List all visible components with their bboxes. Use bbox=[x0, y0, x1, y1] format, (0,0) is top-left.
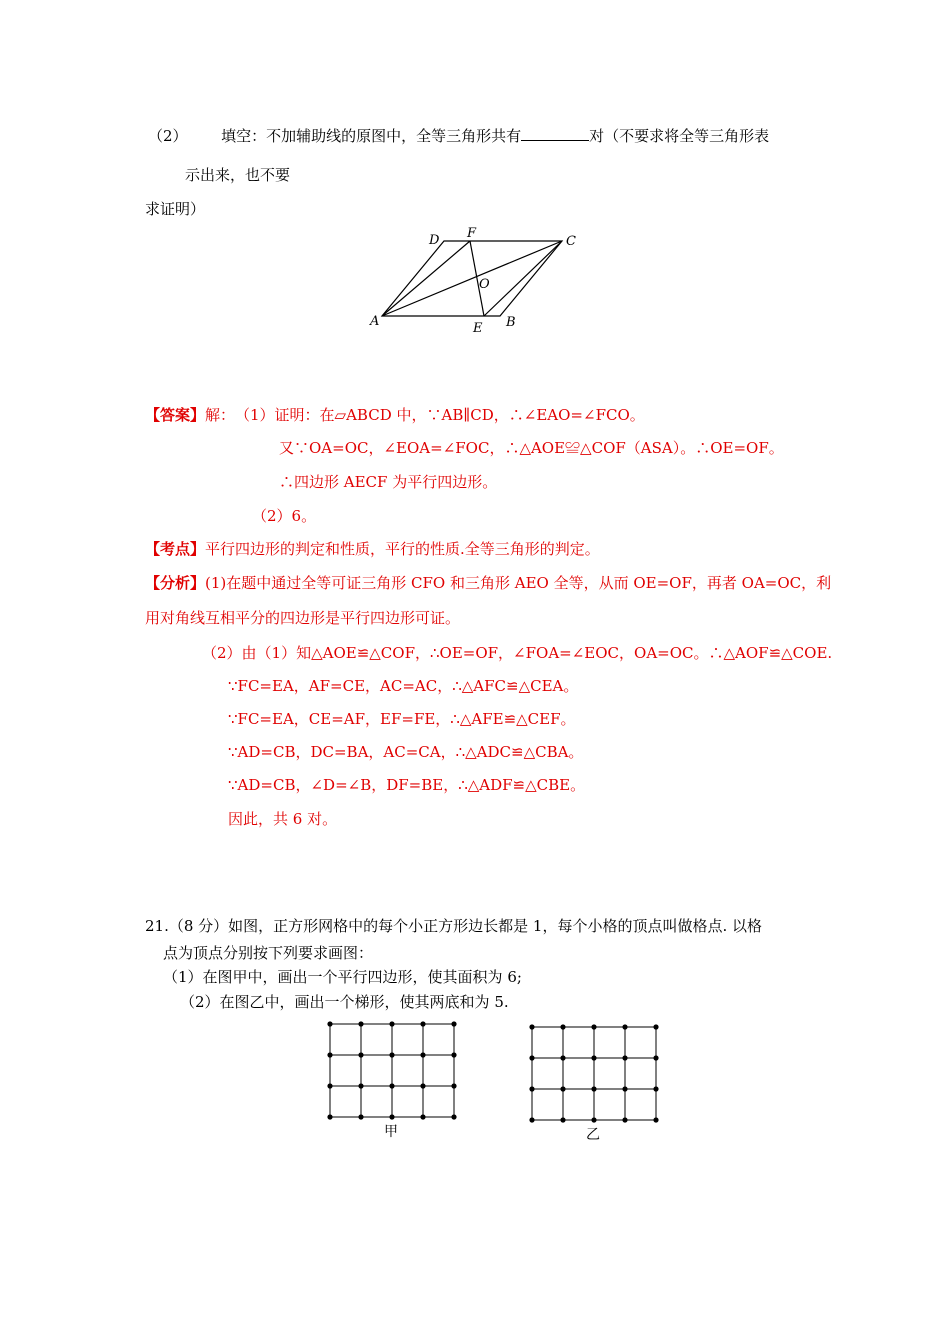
grid-point bbox=[653, 1086, 658, 1091]
grid-point bbox=[529, 1086, 534, 1091]
grid-point bbox=[358, 1114, 363, 1119]
grid-point bbox=[389, 1021, 394, 1026]
grid-point bbox=[622, 1055, 627, 1060]
label-d: D bbox=[429, 233, 440, 248]
label-f: F bbox=[467, 226, 477, 241]
fenxi-line1 bbox=[145, 573, 831, 593]
grid-point bbox=[560, 1117, 565, 1122]
q21-line2: 点为顶点分别按下列要求画图： bbox=[163, 944, 374, 962]
grid-point bbox=[451, 1052, 456, 1057]
answer-line4: （2）6。 bbox=[252, 507, 317, 525]
grid-point bbox=[389, 1083, 394, 1088]
label-e: E bbox=[473, 321, 483, 336]
grid-point bbox=[653, 1117, 658, 1122]
segment-ce bbox=[484, 241, 562, 316]
label-o: O bbox=[479, 277, 490, 292]
grid-yi-label: 乙 bbox=[586, 1127, 600, 1143]
q21-sub1: （1）在图甲中，画出一个平行四边形，使其面积为 6; bbox=[163, 968, 522, 986]
q2-text-before: 填空：不加辅助线的原图中，全等三角形共有 bbox=[221, 127, 522, 145]
parallelogram-abcd bbox=[382, 241, 562, 316]
q2-line3: 求证明） bbox=[145, 200, 206, 218]
grid-jia bbox=[322, 1016, 462, 1126]
answer-line1 bbox=[145, 405, 645, 425]
grid-point bbox=[420, 1114, 425, 1119]
grid-point bbox=[591, 1086, 596, 1091]
grid-point bbox=[560, 1086, 565, 1091]
fenxi-line5: ∵FC=EA，CE=AF，EF=FE，∴△AFE≌△CEF。 bbox=[228, 710, 576, 728]
grid-point bbox=[327, 1052, 332, 1057]
segment-af bbox=[382, 241, 470, 316]
grid-point bbox=[389, 1052, 394, 1057]
grid-point bbox=[420, 1021, 425, 1026]
grid-point bbox=[653, 1024, 658, 1029]
grid-point bbox=[358, 1052, 363, 1057]
grid-point bbox=[358, 1083, 363, 1088]
label-c: C bbox=[566, 234, 576, 249]
kaodian-text: 平行四边形的判定和性质，平行的性质.全等三角形的判定。 bbox=[205, 540, 600, 558]
fenxi-line2: 用对角线互相平分的四边形是平行四边形可证。 bbox=[145, 609, 461, 627]
q2-line1 bbox=[148, 126, 769, 146]
grid-point bbox=[451, 1083, 456, 1088]
grid-point bbox=[591, 1055, 596, 1060]
fenxi-line4: ∵FC=EA，AF=CE，AC=AC，∴△AFC≌△CEA。 bbox=[228, 677, 579, 695]
grid-point bbox=[420, 1052, 425, 1057]
q21-sub2: （2）在图乙中，画出一个梯形，使其两底和为 5. bbox=[180, 993, 509, 1011]
fenxi-line6: ∵AD=CB，DC=BA，AC=CA，∴△ADC≌△CBA。 bbox=[228, 743, 584, 761]
grid-point bbox=[560, 1055, 565, 1060]
grid-point bbox=[591, 1024, 596, 1029]
grid-yi bbox=[524, 1019, 664, 1129]
grid-point bbox=[451, 1114, 456, 1119]
grid-point bbox=[622, 1086, 627, 1091]
q2-number: （2） bbox=[148, 127, 188, 145]
grid-point bbox=[529, 1055, 534, 1060]
grid-point bbox=[560, 1024, 565, 1029]
grid-point bbox=[529, 1117, 534, 1122]
label-b: B bbox=[506, 315, 516, 330]
answer-line3: ∴四边形 AECF 为平行四边形。 bbox=[279, 473, 498, 491]
grid-point bbox=[358, 1021, 363, 1026]
grid-point bbox=[591, 1117, 596, 1122]
answer-text-1: 解： （1）证明：在▱ABCD 中，∵AB∥CD，∴∠EAO=∠FCO。 bbox=[205, 406, 645, 424]
q2-line2: 示出来，也不要 bbox=[185, 166, 291, 184]
grid-point bbox=[451, 1021, 456, 1026]
grid-point bbox=[622, 1024, 627, 1029]
grid-jia-label: 甲 bbox=[384, 1124, 398, 1140]
segment-fe bbox=[470, 241, 484, 316]
fenxi-line7: ∵AD=CB，∠D=∠B，DF=BE，∴△ADF≌△CBE。 bbox=[228, 776, 586, 794]
kaodian-line bbox=[145, 539, 600, 559]
diagonal-ac bbox=[382, 241, 562, 316]
answer-line2: 又∵OA=OC，∠EOA=∠FOC，∴△AOE≌△COF（ASA）。∴OE=OF。 bbox=[279, 439, 784, 457]
q2-answer-blank bbox=[521, 126, 589, 141]
grid-point bbox=[529, 1024, 534, 1029]
grid-point bbox=[622, 1117, 627, 1122]
label-a: A bbox=[370, 314, 380, 329]
grid-point bbox=[327, 1083, 332, 1088]
grid-point bbox=[653, 1055, 658, 1060]
fenxi-line3: （2）由（1）知△AOE≌△COF，∴OE=OF，∠FOA=∠EOC，OA=OC。∴△AOF≌△COE. bbox=[202, 644, 833, 662]
fenxi-text-1: (1)在题中通过全等可证三角形 CFO 和三角形 AEO 全等，从而 OE=OF，再者 OA=OC，利 bbox=[205, 574, 832, 592]
q21-line1: 21.（8 分）如图，正方形网格中的每个小正方形边长都是 1，每个小格的顶点叫做格点. 以格 bbox=[145, 917, 763, 935]
q2-text-after: 对（不要求将全等三角形表 bbox=[589, 127, 770, 145]
fenxi-line8: 因此，共 6 对。 bbox=[228, 810, 338, 828]
grid-point bbox=[327, 1114, 332, 1119]
grid-point bbox=[327, 1021, 332, 1026]
grid-point bbox=[420, 1083, 425, 1088]
fenxi-tag: 【分析】 bbox=[145, 574, 206, 592]
answer-tag: 【答案】 bbox=[145, 406, 206, 424]
kaodian-tag: 【考点】 bbox=[145, 540, 206, 558]
grid-point bbox=[389, 1114, 394, 1119]
